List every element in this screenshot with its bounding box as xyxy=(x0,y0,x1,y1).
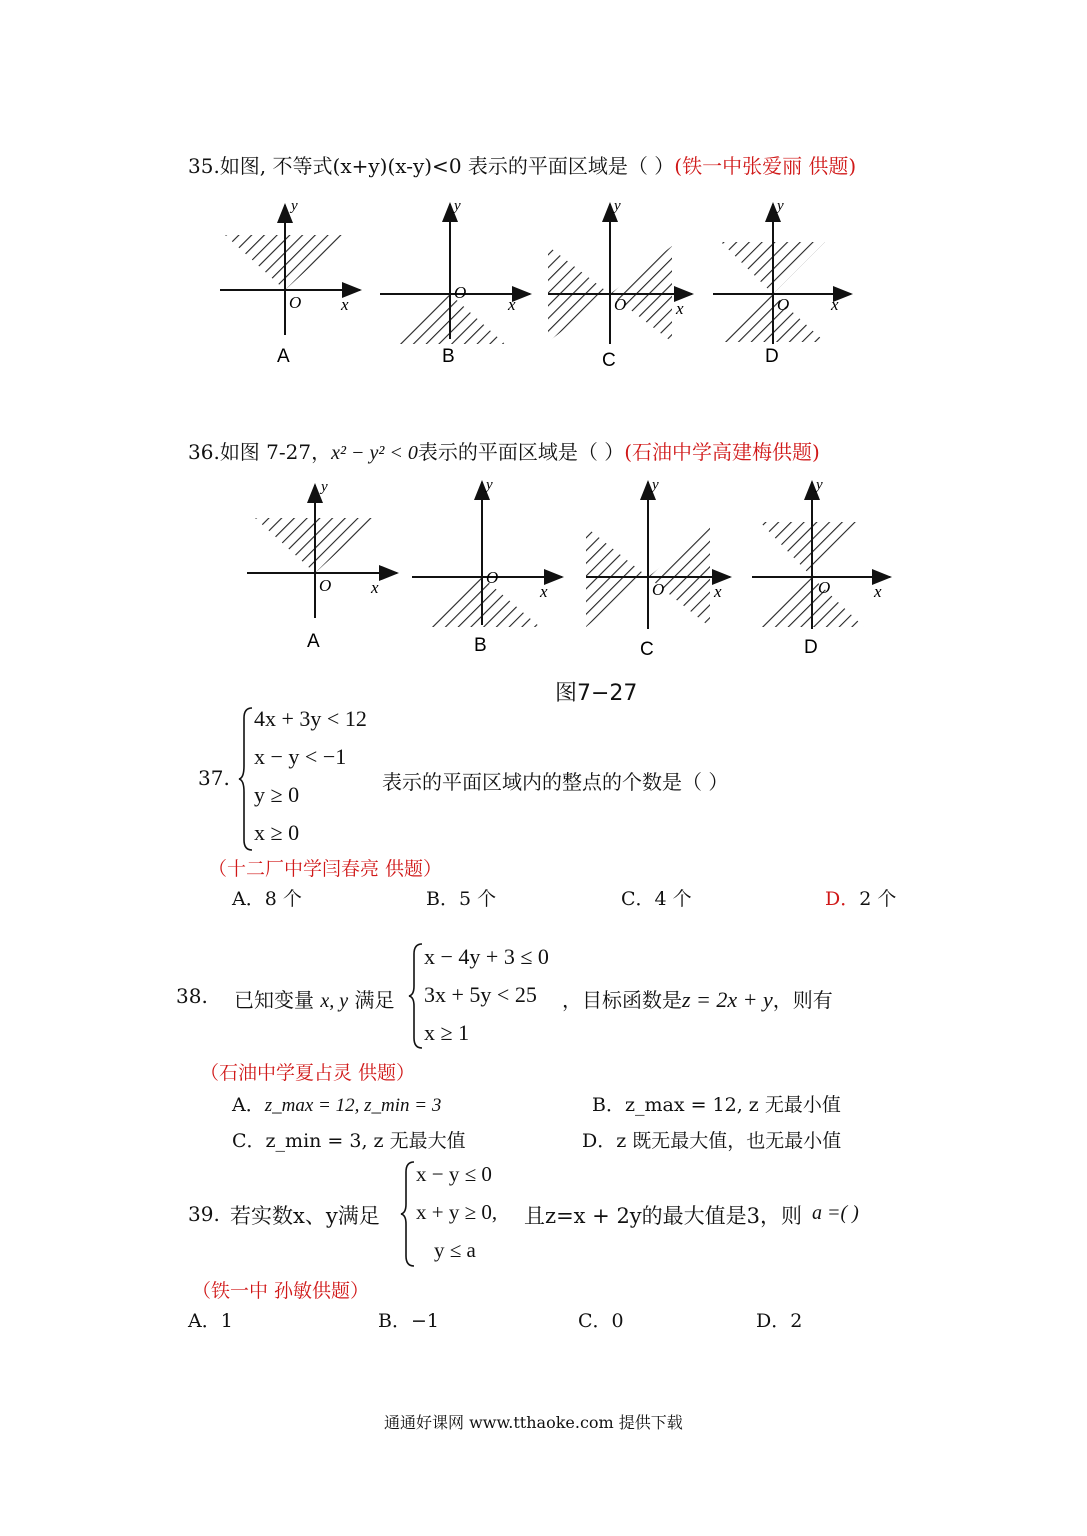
q38-text-c: ，目标函数是 xyxy=(562,988,682,1012)
option-value: 5 个 xyxy=(458,888,497,910)
option-key: C． xyxy=(621,888,655,910)
q37-text: 表示的平面区域内的整点的个数是（ ） xyxy=(382,770,729,794)
q36-expression: x² − y² < 0 xyxy=(331,442,418,464)
q37-option-d xyxy=(825,884,896,911)
figure-label: C xyxy=(602,350,616,371)
q35-figure-a xyxy=(220,198,360,367)
option-key: D． xyxy=(756,1310,791,1332)
origin-label: O xyxy=(777,295,790,314)
y-axis-label: y xyxy=(777,198,784,214)
q38-ineq-1: x − 4y + 3 ≤ 0 xyxy=(424,944,549,969)
x-axis-label: x xyxy=(831,295,839,314)
q37-ineq-4: x ≥ 0 xyxy=(254,820,300,845)
q35-figures xyxy=(210,190,910,390)
q36-number: 36. xyxy=(188,440,220,464)
option-key: D． xyxy=(582,1130,617,1152)
q38-ineq-3: x ≥ 1 xyxy=(424,1020,470,1045)
origin-label: O xyxy=(614,295,627,314)
q36-stem xyxy=(188,436,820,465)
y-axis-label: y xyxy=(321,479,328,495)
q38-number: 38. xyxy=(176,984,208,1008)
y-axis-label: y xyxy=(816,477,823,493)
q39-option-a xyxy=(188,1306,233,1333)
q38-text-d: ，则有 xyxy=(772,988,833,1012)
q36-figure-d xyxy=(752,477,890,658)
option-key: B． xyxy=(592,1094,625,1116)
figure-label: A xyxy=(277,346,290,367)
q36-figure-c xyxy=(586,477,730,660)
page-footer: 通通好课网 www.tthaoke.com 提供下载 xyxy=(384,1413,683,1432)
figure-label: D xyxy=(765,346,779,367)
option-key: B． xyxy=(426,888,459,910)
option-value: 2 个 xyxy=(859,888,897,910)
q38-objective: z = 2x + y xyxy=(682,987,773,1012)
figure-label: C xyxy=(640,639,654,660)
q37-brace xyxy=(238,706,254,852)
option-key: A． xyxy=(188,1310,221,1332)
q38-option-a xyxy=(232,1090,441,1117)
q39-ineq-2: x + y ≥ 0, xyxy=(416,1200,498,1224)
option-key: A． xyxy=(232,888,265,910)
q39-source: （铁一中 孙敏供题） xyxy=(192,1280,370,1302)
q38-vars: x, y xyxy=(320,990,349,1012)
figure-label: A xyxy=(307,631,320,652)
q39-number: 39. xyxy=(188,1202,220,1226)
q38-text-a: 已知变量 xyxy=(234,988,314,1012)
y-axis-label: y xyxy=(652,477,659,493)
q38-option-b xyxy=(592,1090,841,1117)
option-value: z_max = 12, z_min = 3 xyxy=(264,1095,442,1116)
origin-label: O xyxy=(652,580,665,599)
x-axis-label: x xyxy=(371,578,379,597)
q35-figure-b xyxy=(380,198,530,367)
q39-text-b: 且z=x + 2y的最大值是3，则 xyxy=(524,1204,803,1228)
q39-brace xyxy=(400,1160,416,1268)
option-key: A． xyxy=(232,1094,265,1116)
q37-ineq-1: 4x + 3y < 12 xyxy=(254,706,367,731)
q38-ineq-2: 3x + 5y < 25 xyxy=(424,982,537,1007)
option-key: C． xyxy=(578,1310,612,1332)
figure-label: B xyxy=(442,346,455,367)
q38-option-c xyxy=(232,1126,466,1153)
option-value: z 既无最大值，也无最小值 xyxy=(616,1130,842,1152)
x-axis-label: x xyxy=(874,582,882,601)
q37-source: （十二厂中学闫春亮 供题） xyxy=(208,858,443,880)
q39-text-a: 若实数x、y满足 xyxy=(230,1204,380,1228)
option-key: D． xyxy=(825,888,860,910)
q37-ineq-3: y ≥ 0 xyxy=(254,782,300,807)
q39-tail: a =( ) xyxy=(812,1202,859,1224)
q39-option-d xyxy=(756,1306,802,1333)
q35-figure-d xyxy=(713,198,851,367)
origin-label: O xyxy=(486,568,499,587)
figure-label: B xyxy=(474,635,487,656)
q37-option-c xyxy=(621,884,692,911)
q37-ineq-2: x − y < −1 xyxy=(254,744,347,769)
origin-label: O xyxy=(319,576,332,595)
origin-label: O xyxy=(454,283,467,302)
q38-brace xyxy=(408,942,424,1050)
q35-number: 35. xyxy=(188,154,220,178)
x-axis-label: x xyxy=(676,299,684,318)
q39-ineq-3: y ≤ a xyxy=(434,1238,476,1262)
option-key: B． xyxy=(378,1310,411,1332)
q36-figure-b xyxy=(412,477,562,656)
q37-number: 37. xyxy=(198,766,230,790)
q39-ineq-1: x − y ≤ 0 xyxy=(416,1162,492,1186)
q36-figure-a xyxy=(247,479,397,652)
x-axis-label: x xyxy=(508,295,516,314)
q36-text-a: 如图 7-27， xyxy=(219,440,332,464)
q39-option-b xyxy=(378,1306,439,1333)
x-axis-label: x xyxy=(714,582,722,601)
y-axis-label: y xyxy=(614,198,621,214)
q37-option-b xyxy=(426,884,496,911)
x-axis-label: x xyxy=(341,295,349,314)
q38-text-b: 满足 xyxy=(354,988,395,1012)
q38-lead xyxy=(234,984,394,1013)
q38-option-d xyxy=(582,1126,841,1153)
q35-text: 如图, 不等式(x+y)(x-y)<0 表示的平面区域是（ ） xyxy=(219,154,675,178)
q36-text-b: 表示的平面区域是（ ） xyxy=(417,440,625,464)
x-axis-label: x xyxy=(540,582,548,601)
option-value: z_min = 3, z 无最大值 xyxy=(265,1130,466,1152)
q35-source: (铁一中张爱丽 供题) xyxy=(674,154,857,178)
option-key: C． xyxy=(232,1130,266,1152)
option-value: z_max = 12, z 无最小值 xyxy=(624,1094,841,1116)
option-value: −1 xyxy=(410,1310,439,1332)
q36-figure-caption: 图7−27 xyxy=(555,681,638,706)
q35-figure-c xyxy=(548,198,692,371)
q38-source: （石油中学夏占灵 供题） xyxy=(200,1062,416,1084)
option-value: 4 个 xyxy=(654,888,692,910)
q37-option-a xyxy=(232,884,302,911)
y-axis-label: y xyxy=(454,198,461,214)
figure-label: D xyxy=(804,637,818,658)
y-axis-label: y xyxy=(291,198,298,214)
q35-stem xyxy=(188,150,856,179)
origin-label: O xyxy=(289,293,302,312)
q39-option-c xyxy=(578,1306,624,1333)
option-value: 2 xyxy=(790,1310,803,1332)
q38-tail xyxy=(562,984,833,1013)
q36-figures xyxy=(240,475,940,695)
option-value: 0 xyxy=(611,1310,624,1332)
option-value: 8 个 xyxy=(264,888,302,910)
y-axis-label: y xyxy=(486,477,493,493)
option-value: 1 xyxy=(220,1310,233,1332)
origin-label: O xyxy=(818,578,831,597)
shaded-region xyxy=(390,294,505,344)
q36-source: (石油中学高建梅供题) xyxy=(624,440,820,464)
